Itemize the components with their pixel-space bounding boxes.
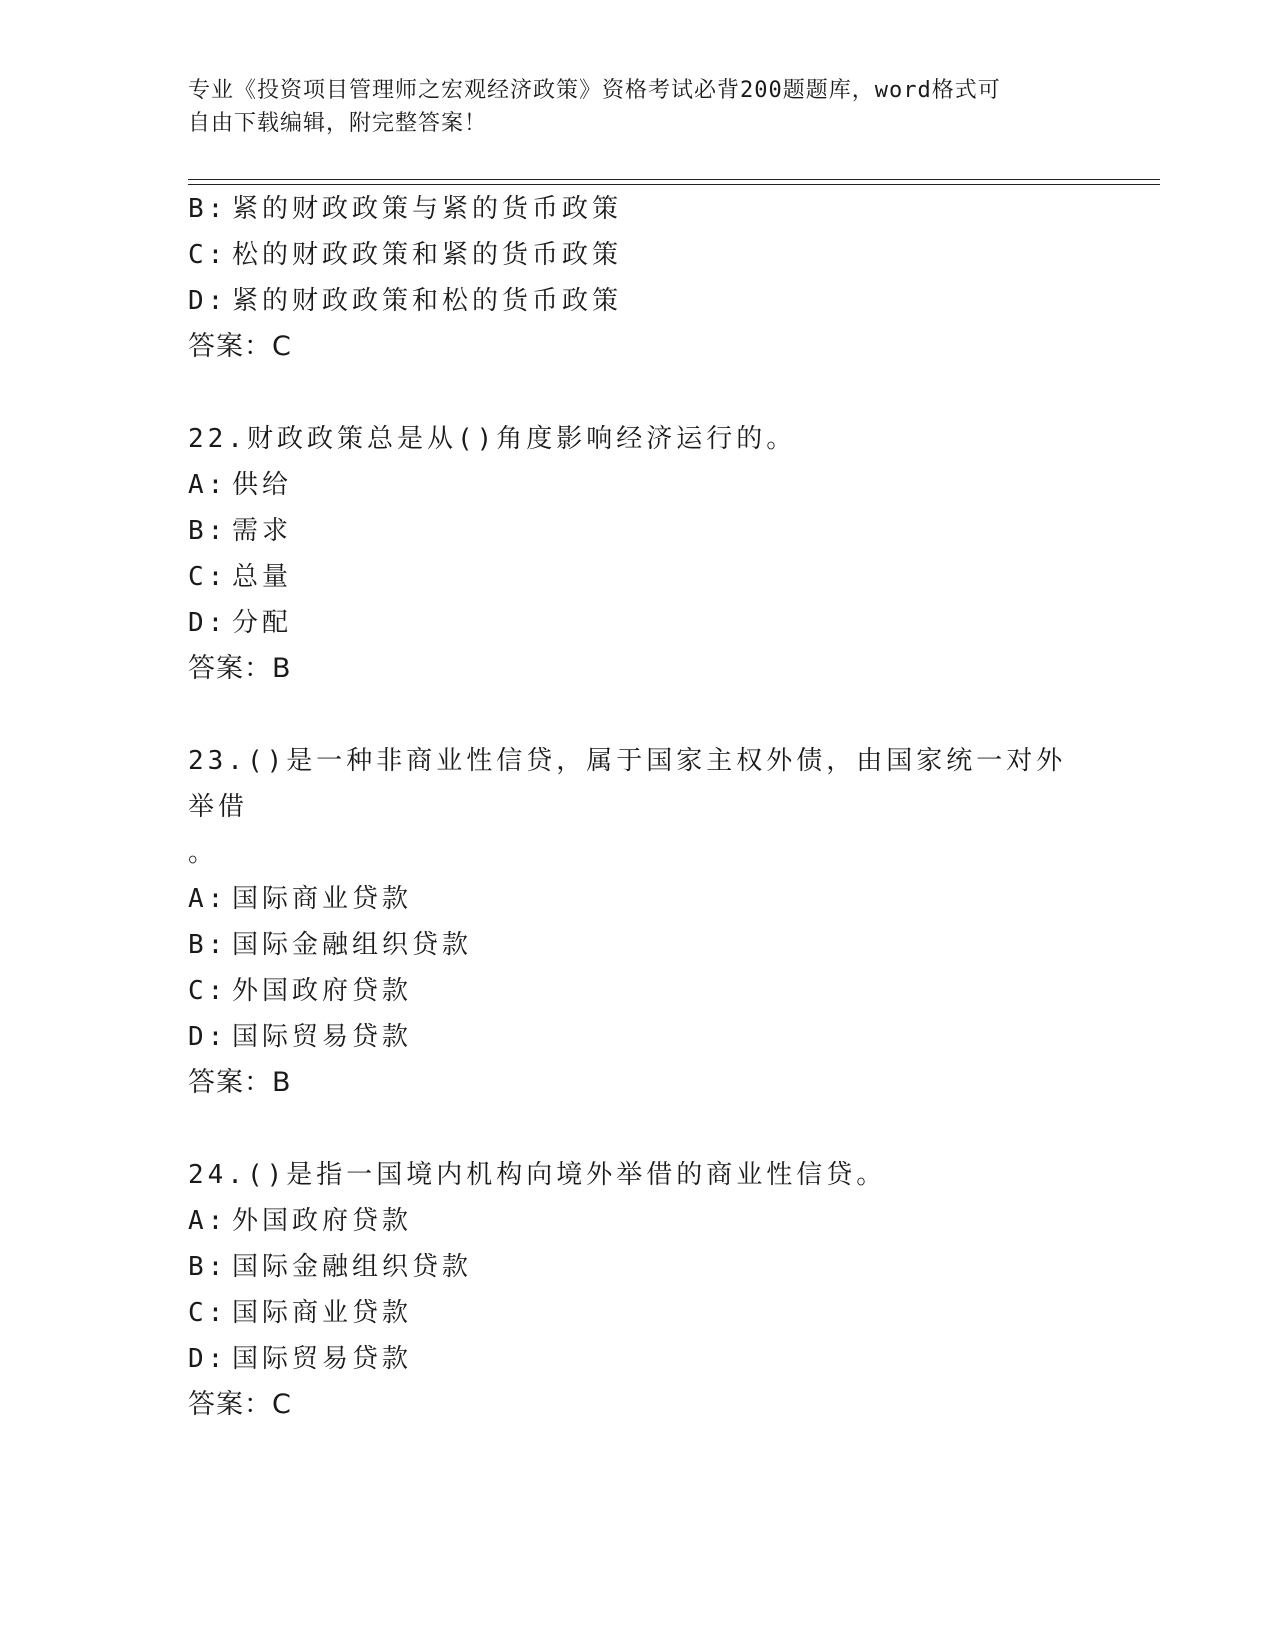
question-21-continued <box>188 186 1088 370</box>
question-stem-continuation: 。 <box>188 838 219 868</box>
option-d: D: 国际贸易贷款 <box>188 1022 413 1052</box>
question-stem: 23.()是一种非商业性信贷，属于国家主权外债，由国家统一对外举借 <box>188 746 1067 822</box>
option-d: D: 国际贸易贷款 <box>188 1344 413 1374</box>
question-24 <box>188 1152 1088 1428</box>
document-header <box>188 74 1068 140</box>
option-c: C: 总量 <box>188 562 293 592</box>
header-title-line-1: 专业《投资项目管理师之宏观经济政策》资格考试必背200题题库，word格式可 <box>188 78 1001 103</box>
question-stem: 22.财政政策总是从()角度影响经济运行的。 <box>188 424 797 454</box>
option-b: B: 紧的财政政策与紧的货币政策 <box>188 194 623 224</box>
question-stem: 24.()是指一国境内机构向境外举借的商业性信贷。 <box>188 1160 887 1190</box>
option-b: B: 国际金融组织贷款 <box>188 930 473 960</box>
header-divider-bottom <box>188 184 1160 185</box>
option-a: A: 国际商业贷款 <box>188 884 413 914</box>
option-b: B: 国际金融组织贷款 <box>188 1252 473 1282</box>
header-title-line-2: 自由下载编辑，附完整答案！ <box>188 111 488 136</box>
option-c: C: 国际商业贷款 <box>188 1298 413 1328</box>
answer-line: 答案：B <box>188 653 292 684</box>
question-list <box>188 186 1088 1428</box>
question-22 <box>188 416 1088 692</box>
question-23 <box>188 738 1088 1106</box>
option-d: D: 紧的财政政策和松的货币政策 <box>188 286 623 316</box>
option-d: D: 分配 <box>188 608 293 638</box>
option-c: C: 松的财政政策和紧的货币政策 <box>188 240 623 270</box>
header-divider-top <box>188 179 1160 180</box>
option-a: A: 供给 <box>188 470 293 500</box>
option-b: B: 需求 <box>188 516 293 546</box>
option-a: A: 外国政府贷款 <box>188 1206 413 1236</box>
answer-line: 答案：C <box>188 1389 292 1420</box>
answer-line: 答案：C <box>188 331 292 362</box>
option-c: C: 外国政府贷款 <box>188 976 413 1006</box>
answer-line: 答案：B <box>188 1067 292 1098</box>
